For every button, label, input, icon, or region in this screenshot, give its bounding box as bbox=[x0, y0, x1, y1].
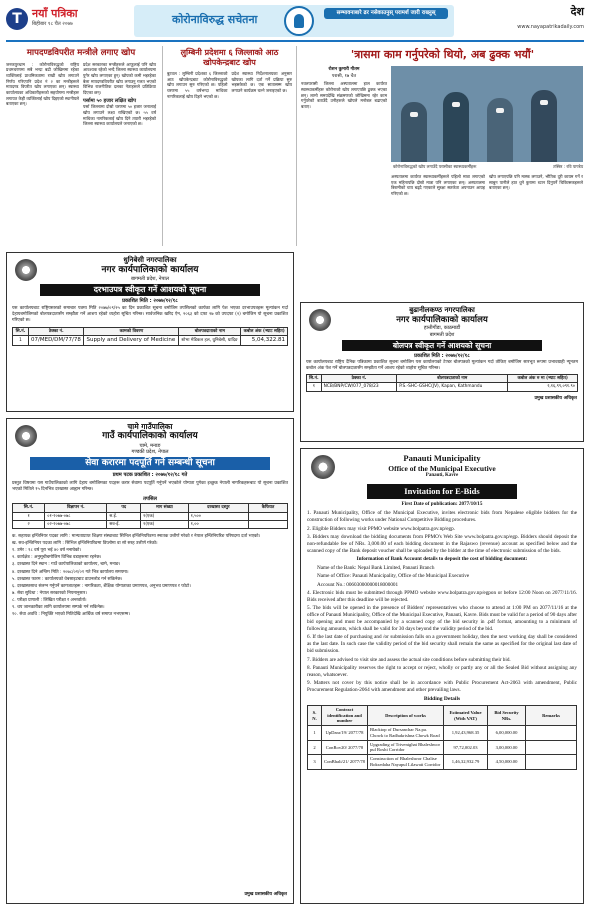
table-header: सि.नं. bbox=[13, 504, 45, 512]
list-item: ४. दरखास्त दिने अन्तिम मिति : २०७८/०१/०१ गते भित्र कार्यालय समयमा। bbox=[12, 569, 129, 575]
table-cell: २,१६,९९,०९१.९० bbox=[508, 383, 578, 391]
award-table bbox=[306, 374, 578, 392]
notice-body: यस कार्यालयबाट राष्ट्रियस्तरको समाचार पत्रमा मिति २०७७/०९/२५ का दिन प्रकाशित सूचना बमोजिम तपसिलको कार्यका लागि पेश भएका दरभाउपत्रहरू मूल्यांकन गर्दा देहायबमोजिमको बोलपत्रदातासँग सम्झौता गर्ने आशय रहेको व्यहोरा सूचित गरिन्छ। सार्वजनिक खरिद ऐन, २०६३ को दफा २७ को उपदफा (२) बमोजिम यो सूचना प्रकाशित गरिएको छ। bbox=[12, 305, 288, 323]
list-item: 3. Bidders may download the bidding documents from PPMO's Web Site www.bolpatra.gov.np/egp. Bidders should deposit the non-refundable fee of NRs. 3,000.00 of each bidding document in the Rajaswo (revenue) account as specified below and the scanned copy of the Bank deposit voucher shall be uploaded by the bidder at the time of electronic submission of the bids. bbox=[307, 534, 577, 554]
table-cell: 1 bbox=[308, 726, 322, 740]
notice-budhanilkantha bbox=[300, 302, 584, 442]
nepal-emblem-icon bbox=[15, 259, 37, 281]
table-cell: ०१-२०७७-०७८ bbox=[45, 512, 107, 520]
vacancy-table bbox=[12, 503, 288, 529]
table-cell: सव-ई. bbox=[107, 520, 141, 528]
office-name: बुढानीलकण्ठ नगरपालिका bbox=[409, 306, 475, 314]
table-header: Estimated Value (With VAT) bbox=[444, 706, 488, 726]
office-province: गण्डकी प्रदेश, नेपाल bbox=[131, 448, 169, 455]
newspaper-name: नयाँ पत्रिका bbox=[32, 7, 78, 20]
table-cell: Construction of Bhaleshwor Chalise Boksedaha Nayapul Lilawati Corridor bbox=[368, 755, 444, 769]
table-header: बोलपत्रदाताको नाम bbox=[397, 374, 508, 382]
table-cell: शोभा मेडिकल हल, धुनिबेसी, धादिङ bbox=[179, 336, 241, 346]
table-cell: Upgrading of Trivenighat Bhaleshwor pul Roshi Corridor bbox=[368, 740, 444, 754]
table-header: पद bbox=[107, 504, 141, 512]
office-executive: नगर कार्यपालिकाको कार्यालय bbox=[101, 264, 199, 275]
list-item: १. उमेर : १८ वर्ष पूरा भई ४० वर्ष ननाघेको। bbox=[12, 548, 82, 554]
list-item: ख. सव-इन्जिनियर पदका लागि : सिभिल इन्जिनियरिङमा डिप्लोमा वा सो सरह उत्तीर्ण गरेको। bbox=[12, 541, 158, 547]
table-header: कामको विवरण bbox=[84, 327, 179, 335]
table-cell: Blacktop of Dursanchar Na.pa. Chowk to Radhakrishna Chowk Road bbox=[368, 726, 444, 740]
story-headline: 'त्रासमा काम गर्नुपरेको थियो, अब ढुक्क भयौं' bbox=[350, 48, 535, 61]
table-row bbox=[308, 726, 577, 740]
office-place: Panauti, Kavre bbox=[425, 473, 459, 478]
list-item: 5. The bids will be opened in the presence of Bidders' representatives who choose to attend at 1:00 PM on 2077/11/16 at the office of Panauti Municipality, Office of the Municipal Executive, Panauti, Kavre. Bids must be valid for a period of 90 days after bid opening and must be accompanied by a scanned copy of the bid security in .pdf format, amounting to a minimum of following amounts, which shall be valid for 30 days beyond the validity period of the bid. bbox=[307, 605, 577, 633]
health-workers-photo bbox=[391, 66, 583, 162]
list-item: Name of Office: Panauti Municipality, Office of the Municipal Executive bbox=[317, 573, 470, 580]
office-name: Panauti Municipality bbox=[403, 453, 481, 463]
table-label: तपसिल bbox=[143, 495, 157, 502]
table-cell bbox=[526, 740, 577, 754]
office-province: बागमती प्रदेश bbox=[429, 331, 455, 338]
table-cell: १,५०० bbox=[188, 512, 248, 520]
story-subhead: पर्सामा ५० हजार लक्षित खोप bbox=[83, 97, 137, 104]
section-name: देश bbox=[570, 5, 584, 18]
list-item: ८. परीक्षा प्रणाली : लिखित परीक्षा र अन्तर्वार्ता। bbox=[12, 597, 87, 603]
story-lumbini-vaccine bbox=[162, 46, 292, 246]
list-item: Name of the Bank: Nepal Bank Limited, Panauti Branch bbox=[317, 564, 435, 571]
table-cell: १(एक) bbox=[141, 512, 189, 520]
story-column: अस्पतालमा कार्यरत स्वास्थ्यकर्मीहरूले पहिलो मात्रा लगाएको एक महिनापछि दोस्रो मात्रा पनि लगाएका छन्। अस्पतालमा बिरामीको चाप बढ्दै गएकाले सुरक्षा सतर्कता अपनाउन आग्रह गरिएको छ। bbox=[391, 174, 485, 197]
story-dateline: परासी, १७ चैत bbox=[331, 73, 357, 79]
notice-body: प्रस्तुत विषयमा यस गाउँपालिकाको लागि देहाय बमोजिमका पदहरू करार सेवामा पदपूर्ति गर्नुपर्ने भएकोले योग्यता पुगेका इच्छुक नेपाली नागरिकहरूबाट यो सूचना प्रकाशित भएको मितिले १५ दिनभित्र दरखास्त आह्वान गरिन्छ। bbox=[12, 480, 288, 492]
table-cell: १ bbox=[13, 512, 45, 520]
list-item: 1. Panauti Municipality, Office of the Municipal Executive, invites electronic bids from Nepalese eligible bidders for the construction of following works under National Competitive Bidding procedures. bbox=[307, 510, 577, 524]
table-cell: 1,92,43,968.35 bbox=[444, 726, 488, 740]
table-cell: 97,72,002.03 bbox=[444, 740, 488, 754]
list-item: 4. Electronic bids must be submitted through PPMO website www.bolpatra.gov.np/egpon or before 12:00 Noon on 2077/11/16. Bids received after this deadline will be rejected. bbox=[307, 590, 577, 603]
nepal-emblem-icon bbox=[15, 425, 37, 447]
award-table bbox=[12, 327, 288, 346]
list-item: ९. थप जानकारीका लागि कार्यालयमा सम्पर्क गर्न सकिनेछ। bbox=[12, 604, 105, 610]
office-executive: Office of the Municipal Executive bbox=[388, 463, 496, 473]
table-cell: ConBhali/21/ 2077/78 bbox=[322, 755, 368, 769]
issue-date: बिहीबार १८ चैत २०७७ bbox=[32, 21, 73, 27]
list-item: ६. दरखास्तसाथ संलग्न गर्नुपर्ने कागजातहरू : नागरिकता, शैक्षिक योग्यताका प्रमाणपत्र, अनुभव प्रमाणपत्र र फोटो। bbox=[12, 583, 191, 589]
office-name: धुनिबेसी नगरपालिका bbox=[123, 256, 177, 264]
table-cell: 1 bbox=[13, 336, 29, 346]
table-row bbox=[308, 755, 577, 769]
table-row bbox=[13, 520, 288, 528]
table-cell: ConRov20/ 2077/78 bbox=[322, 740, 368, 754]
office-place: चामे, मनाङ bbox=[139, 442, 161, 449]
signature: प्रमुख प्रशासकीय अधिकृत bbox=[534, 395, 577, 401]
table-cell bbox=[526, 726, 577, 740]
table-row bbox=[307, 383, 578, 391]
list-item: 9. Matters not cover by this notice shall be in accordance with Public Procurement Act-2063 with amendment, Public Procurement Regulation-2064 with amendment and other prevailing laws. bbox=[307, 680, 577, 694]
notice-chame bbox=[6, 418, 294, 904]
table-row bbox=[308, 740, 577, 754]
list-item: २. कार्यक्षेत्र : अनुसूचीबमोजिम विभिन्न वडाहरूमा रहनेछ। bbox=[12, 555, 102, 561]
nepal-emblem-icon bbox=[311, 455, 335, 479]
story-byline: रोशन कुमारी गौतम bbox=[328, 67, 360, 72]
table-row bbox=[13, 512, 288, 520]
campaign-title: कोरोनाविरुद्ध सचेतना bbox=[172, 13, 258, 26]
table-header: माग संख्या bbox=[141, 504, 189, 512]
list-item: ७. सेवा सुविधा : नेपाल सरकारको नियमानुसार। bbox=[12, 590, 87, 596]
photo-credit: तस्बिर : रवि पाण्डेय bbox=[553, 164, 583, 169]
table-cell: १(एक) bbox=[141, 520, 189, 528]
office-executive: नगर कार्यपालिकाको कार्यालय bbox=[396, 314, 488, 325]
campaign-banner bbox=[134, 5, 454, 37]
table-cell bbox=[249, 520, 288, 528]
table-row bbox=[13, 336, 288, 346]
table-cell: NCB/BNP/CW/077_078/23 bbox=[321, 383, 397, 391]
table-header: कबोल अंक (भ्याट सहित) bbox=[241, 327, 288, 335]
list-item: 7. Bidders are advised to visit site and assess the actual site conditions before submitting their bid. bbox=[307, 656, 511, 663]
notice-panauti-ebids bbox=[300, 448, 584, 904]
requirements-list bbox=[7, 533, 293, 618]
table-header: बोलपत्रदाताको नाम bbox=[179, 327, 241, 335]
notice-body: यस कार्यालयबाट राष्ट्रिय दैनिक पत्रिकामा प्रकाशित सूचना बमोजिम यस कार्यालयको टेण्डर बोलपत्रको मूल्यांकन गर्दा तोकिए बमोजिम सारभूत रूपमा प्रभावग्राही न्यूनतम कबोल अंक पेश गर्ने बोलपत्रदातासँग सम्झौता गर्ने आशय रहेको व्यहोरा सूचित गरिन्छ। bbox=[306, 359, 578, 371]
instructions-list bbox=[301, 510, 583, 694]
bidding-details-table bbox=[307, 705, 577, 770]
list-item: ५. दरखास्त फारम : कार्यालयको वेबसाइटबाट डाउनलोड गर्न सकिनेछ। bbox=[12, 576, 123, 582]
publish-date: First Date of publication: 2077/10/15 bbox=[401, 500, 483, 507]
table-header: ठेक्का नं. bbox=[29, 327, 84, 335]
table-cell: 3,00,000.00 bbox=[488, 740, 526, 754]
publish-date: प्रकाशित मिति : २०७७/१२/१८ bbox=[122, 298, 178, 305]
table-header: सि.नं. bbox=[307, 374, 322, 382]
table-header: ठेक्का नं. bbox=[321, 374, 397, 382]
table-cell: स.ई. bbox=[107, 512, 141, 520]
table-cell bbox=[526, 755, 577, 769]
table-cell: १ bbox=[307, 383, 322, 391]
campaign-tagline: सम्भावनाबारे ढर नसेकाउनुस् परामर्श जारी राख्नुस् bbox=[324, 8, 448, 19]
list-item: 2. Eligible Bidders may visit PPMO website www.bolpatra.gov.np/egp. bbox=[307, 525, 456, 532]
table-cell: P.S.-SHC-GSHC(JV), Kapan, Kathmandu bbox=[397, 383, 508, 391]
table-header: S. N. bbox=[308, 706, 322, 726]
story-column: पर्सा जिल्लामा दोस्रो चरणमा ५० हजार जनालाई खोप लगाउने लक्ष्य राखिएको छ। ५५ वर्ष माथिका नागरिकलाई खोप दिने तयारी भइरहेको जिल्ला स्वास्थ्य कार्यालयले जनाएको छ। bbox=[83, 104, 156, 127]
list-item: Information of Bank Account details to deposit the cost of bidding document: bbox=[356, 556, 528, 563]
table-cell: 3 bbox=[308, 755, 322, 769]
table-header: कबोल अंक रु मा (भ्याट सहित) bbox=[508, 374, 578, 382]
table-cell: 1,46,32,932.79 bbox=[444, 755, 488, 769]
table-header: Bid Security NRs. bbox=[488, 706, 526, 726]
table-cell: Supply and Delivery of Medicine bbox=[84, 336, 179, 346]
story-column: बुटवल : लुम्बिनी प्रदेशका ६ जिल्लाको आठ खोपकेन्द्रबाट कोरोनाविरुद्धको खोप लगाउन सुरु गरिएको छ। पहिलो चरणमा ५५ वर्षभन्दा माथिका नागरिकलाई खोप दिइने भएको छ। bbox=[167, 71, 228, 99]
table-cell: १,०० bbox=[188, 520, 248, 528]
doctor-icon bbox=[284, 6, 314, 36]
table-cell: २ bbox=[13, 520, 45, 528]
office-place: हात्तीगौंडा, काठमाडौं bbox=[423, 325, 461, 332]
table-cell: 4,50,000.00 bbox=[488, 755, 526, 769]
signature: प्रमुख प्रशासकीय अधिकृत bbox=[244, 892, 287, 898]
table-header: सि.नं. bbox=[13, 327, 29, 335]
table-cell: 07/MED/DM/77/78 bbox=[29, 336, 84, 346]
story-health-workers bbox=[296, 46, 584, 246]
photo-caption: कोरोनाविरुद्धको खोप लगाउँदै परासीका स्वास्थ्यकर्मीहरू bbox=[393, 164, 477, 169]
story-minister-vaccine bbox=[6, 46, 156, 246]
newspaper-logo: T bbox=[6, 8, 28, 30]
list-item: Account No.: 00603000000018000001 bbox=[317, 581, 399, 588]
table-header: Remarks bbox=[526, 706, 577, 726]
list-item: 8. Panauti Municipality reserves the right to accept or reject, wholly or partly any or all the Sealed Bid without assigning any reason, whatsoever. bbox=[307, 665, 577, 678]
notice-title: Invitation for E-Bids bbox=[367, 484, 517, 499]
list-item: १०. सेवा अवधि : नियुक्ति भएको मितिदेखि आर्थिक वर्ष समाप्त नभएसम्म। bbox=[12, 611, 131, 617]
table-cell bbox=[249, 512, 288, 520]
story-column: जनकपुरधाम : कोरोनाविरुद्धको राष्ट्रिय प्रथमचरणमा सबै भन्दा बढी जोखिममा रहेका व्यक्तिलाई प्राथमिकतामा राखी खोप लगाउने निर्णय गरिएपनि प्रदेश नं २ का मन्त्रीहरूले मापदण्ड विपरीत खोप लगाएका छन्। स्वास्थ्य कार्यालयका अधिकारीहरूको सहयोगमा मन्त्रीहरू लगायत केही व्यक्तिलाई खोप दिइएको स्थानीयले बताएका छन्। bbox=[6, 61, 79, 107]
story-column: नवलपरासी जिल्ला अस्पतालमा हाल कार्यरत स्वास्थ्यकर्मीहरू कोरोनाको खोप लगाएपछि ढुक्क भएका छन्। लामो समयदेखि संक्रमणको जोखिममा रहेर काम गर्नुपरेको बताउँदै उनीहरूले खोपले मनोबल बढाएको बताए। bbox=[301, 81, 387, 109]
story-column: प्रदेश सरकारका मन्त्रीहरूले आफूलाई पनि खोप आवश्यक रहेको भन्दै जिल्ला स्वास्थ्य कार्यालयमा पुगेर खोप लगाएका हुन्। खोपको कमी भइरहेका बेला मापदण्डविपरीत खोप लगाउनु गलत भएको विभिन्न राजनीतिक दलका नेताहरूले प्रतिक्रिया दिएका छन्। bbox=[83, 61, 156, 95]
list-item: क. सहायक इन्जिनियर पदका लागि : मान्यताप्राप्त शिक्षण संस्थाबाट सिभिल इन्जिनियरिङमा स्नातक उत्तीर्ण गरेको र नेपाल इन्जिनियरिङ परिषदमा दर्ता भएको। bbox=[12, 534, 261, 540]
table-header: Description of works bbox=[368, 706, 444, 726]
nepal-emblem-icon bbox=[309, 309, 331, 331]
notice-title: सेवा करारमा पदपूर्ति गर्ने सम्बन्धी सूचना bbox=[30, 457, 270, 470]
table-header: विज्ञापन नं. bbox=[45, 504, 107, 512]
website-url: www.nayapatrikadaily.com bbox=[517, 24, 584, 30]
table-cell: 5,04,322.81 bbox=[241, 336, 288, 346]
table-header: Contract identification and number bbox=[322, 706, 368, 726]
story-column: खोप लगाएपछि पनि मास्क लगाउने, भौतिक दूरी कायम गर्ने र साबुन पानीले हात धुने कुरामा ध्यान दिनुपर्ने चिकित्सकहरूले बताएका छन्। bbox=[489, 174, 583, 191]
list-item: 6. If the last date of purchasing and /or submission falls on a government holiday, then the next working day shall be considered as the last date. In such case the validity period of the bid security shall remain the same as specified for the original last date of bid submission. bbox=[307, 634, 577, 655]
list-item: ३. दरखास्त दिने स्थान : गाउँ कार्यपालिकाको कार्यालय, चामे, मनाङ। bbox=[12, 562, 121, 568]
office-name: चामे गाउँपालिका bbox=[127, 422, 173, 431]
table-cell: 2 bbox=[308, 740, 322, 754]
notice-dhunibesi bbox=[6, 252, 294, 412]
masthead bbox=[6, 4, 584, 42]
story-column: प्रदेश स्वास्थ्य निर्देशनालयका अनुसार खोपका लागि दर्ता गर्ने प्रक्रिया सुरु भइसकेको छ। एक सातासम्म खोप लगाउने कार्यक्रम चल्ने जनाइएको छ। bbox=[231, 71, 292, 94]
table-title: Bidding Details bbox=[423, 696, 461, 703]
notice-title: दरभाउपत्र स्वीकृत गर्ने आशयको सूचना bbox=[40, 284, 260, 296]
office-province: बागमती प्रदेश, नेपाल bbox=[130, 276, 170, 282]
office-executive: गाउँ कार्यपालिकाको कार्यालय bbox=[102, 431, 198, 442]
notice-title: बोलपत्र स्वीकृत गर्ने आशयको सूचना bbox=[342, 340, 542, 351]
publish-date: प्रकाशित मिति : २०७७/१२/१८ bbox=[414, 353, 470, 360]
table-header: दरखास्त दस्तुर bbox=[188, 504, 248, 512]
publish-date: प्रथम पटक प्रकाशित : २०७७/१२/१८ गते bbox=[112, 472, 188, 479]
table-cell: 6,00,000.00 bbox=[488, 726, 526, 740]
table-cell: ०२-२०७७-०७८ bbox=[45, 520, 107, 528]
story-headline: मापदण्डविपरीत मन्त्रीले लगाए खोप bbox=[26, 48, 136, 58]
table-cell: UpDara/19/ 2077/78 bbox=[322, 726, 368, 740]
story-headline: लुम्बिनी प्रदेशमा ६ जिल्लाको आठ खोपकेन्द्रबाट खोप bbox=[180, 48, 279, 67]
table-header: कैफियत bbox=[249, 504, 288, 512]
